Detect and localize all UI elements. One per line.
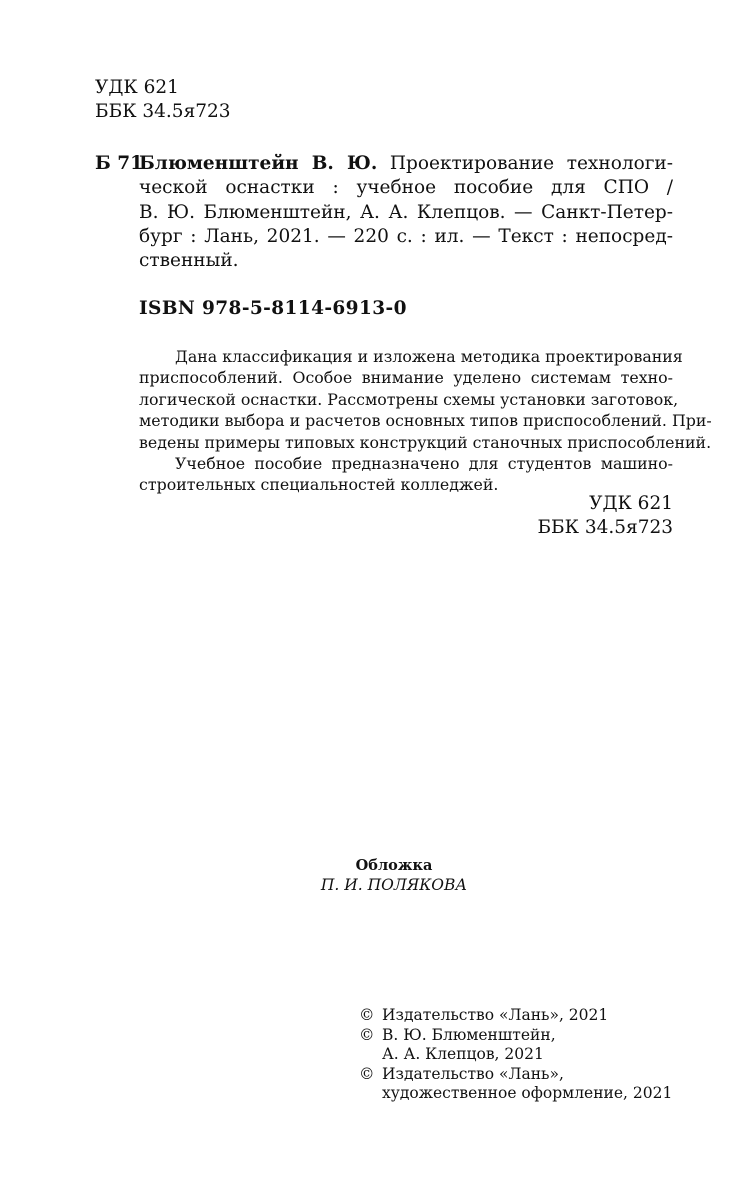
classification-codes-right (537, 492, 673, 540)
classification-codes-top (95, 76, 231, 124)
copyright-icon: © (359, 1006, 375, 1024)
copyright-icon: © (359, 1025, 375, 1044)
copyright-notice (359, 1065, 672, 1104)
description-line: бург : Лань, 2021. — 220 с. : ил. — Текст : непосред- (139, 225, 673, 247)
description-line: ственный. (139, 250, 239, 272)
copyright-line: А. А. Клепцов, 2021 (382, 1045, 544, 1064)
author-name: Блюменштейн В. Ю. (139, 153, 378, 174)
copyright-line: Издательство «Лань», (382, 1064, 564, 1083)
description-line: ческой оснастки : учебное пособие для СПО / (139, 177, 673, 199)
copyright-notice (359, 1006, 672, 1026)
cover-label: Обложка (355, 857, 433, 874)
bibliographic-description (139, 152, 673, 273)
description-line (139, 152, 673, 176)
isbn: ISBN 978-5-8114-6913-0 (139, 298, 407, 319)
abstract-line: логической оснастки. Рассмотрены схемы установки заготовок, (139, 389, 679, 409)
udk-code: УДК 621 (95, 77, 179, 98)
copyright-line: художественное оформление, 2021 (382, 1084, 673, 1103)
cover-credit (0, 857, 756, 895)
abstract-line: Учебное пособие предназначено для студентов машино- (175, 453, 673, 473)
copyright-line: В. Ю. Блюменштейн, (382, 1025, 556, 1044)
cover-author: П. И. ПОЛЯКОВА (320, 876, 468, 894)
abstract-line: строительных специальностей колледжей. (139, 475, 499, 495)
udk-code: УДК 621 (589, 493, 673, 514)
bbk-code: ББК 34.5я723 (537, 517, 673, 538)
abstract (139, 346, 712, 496)
copyright-line: Издательство «Лань», 2021 (382, 1006, 609, 1024)
copyright-block (359, 1006, 672, 1104)
abstract-line: методики выбора и расчетов основных типов приспособлений. При- (139, 411, 712, 431)
copyright-icon: © (359, 1064, 375, 1083)
author-mark: Б 71 (95, 153, 143, 174)
title-start: Проектирование технологи- (389, 153, 673, 174)
copyright-notice (359, 1026, 672, 1065)
abstract-line: Дана классификация и изложена методика проектирования (175, 347, 683, 366)
description-line: В. Ю. Блюменштейн, А. А. Клепцов. — Санкт-Петер- (139, 201, 673, 223)
abstract-line: приспособлений. Особое внимание уделено системам техно- (139, 368, 673, 388)
bbk-code: ББК 34.5я723 (95, 101, 231, 122)
abstract-line: ведены примеры типовых конструкций станочных приспособлений. (139, 432, 712, 452)
